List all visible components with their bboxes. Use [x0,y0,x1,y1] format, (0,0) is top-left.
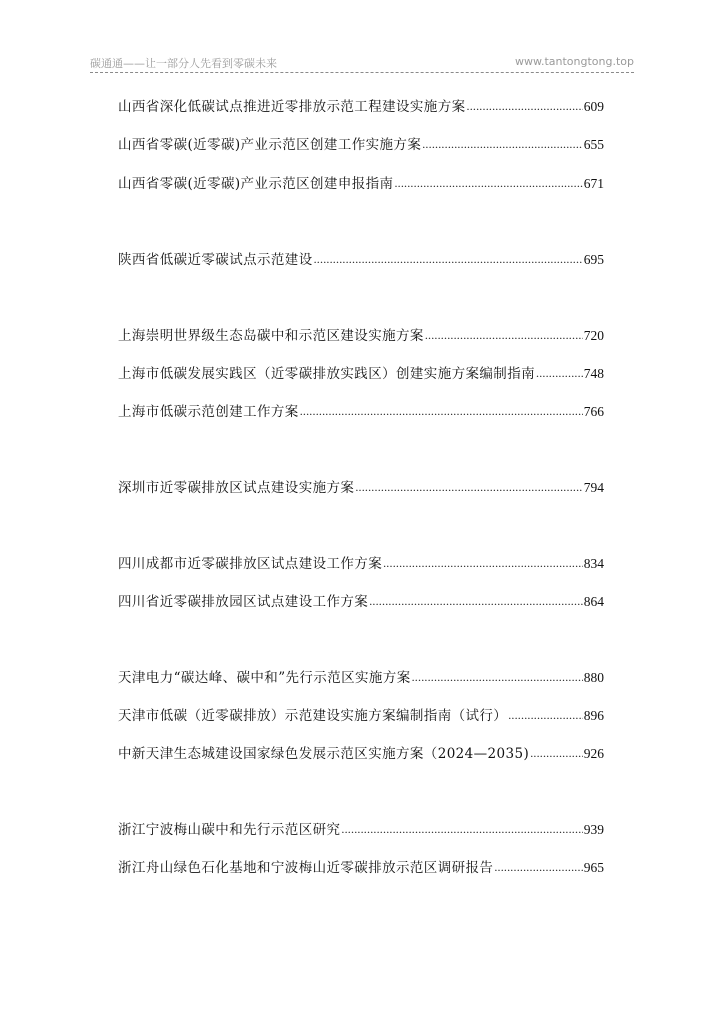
toc-entry[interactable] [118,96,604,116]
toc-entry-page: 609 [583,99,604,114]
toc-entry[interactable] [118,857,604,877]
toc-dot-leader [494,860,582,874]
toc-entry-title: 天津电力“碳达峰、碳中和”先行示范区实施方案 [118,670,411,686]
toc-dot-leader [422,137,583,151]
toc-dot-leader [394,176,582,190]
toc-entry-page: 695 [583,252,604,267]
header-site-url: www.tantongtong.top [514,55,634,68]
toc-dot-leader [383,556,583,570]
toc-entry-title: 深圳市近零碳排放区试点建设实施方案 [118,480,355,496]
toc-entry-title: 山西省零碳(近零碳)产业示范区创建申报指南 [118,176,394,192]
toc-entry-title: 上海市低碳示范创建工作方案 [118,404,299,420]
toc-entry[interactable] [118,591,604,611]
toc-entry-page: 655 [583,137,604,152]
toc-entry[interactable] [118,325,604,345]
toc-dot-leader [341,822,582,836]
toc-dot-leader [508,708,583,722]
toc-entry-title: 山西省零碳(近零碳)产业示范区创建工作实施方案 [118,137,422,153]
toc-entry-page: 834 [583,556,604,571]
toc-entry[interactable] [118,667,604,687]
toc-dot-leader [412,670,583,684]
toc-dot-leader [369,594,583,608]
toc-entry-page: 926 [583,746,604,761]
toc-dot-leader [314,252,583,266]
toc-entry-page: 864 [583,594,604,609]
toc-entry[interactable] [118,134,604,154]
toc-entry-page: 748 [583,366,604,381]
toc-entry-title: 天津市低碳（近零碳排放）示范建设实施方案编制指南（试行） [118,708,508,724]
toc-entry-title: 浙江舟山绿色石化基地和宁波梅山近零碳排放示范区调研报告 [118,860,494,876]
toc-entry-title: 上海崇明世界级生态岛碳中和示范区建设实施方案 [118,328,424,344]
toc-entry-title: 中新天津生态城建设国家绿色发展示范区实施方案（2024—2035) [118,746,530,762]
toc-dot-leader [530,746,583,760]
page-header [90,54,634,73]
toc-entry[interactable] [118,743,604,763]
toc-entry-title: 上海市低碳发展实践区（近零碳排放实践区）创建实施方案编制指南 [118,366,535,382]
toc-dot-leader [536,366,583,380]
header-site-slogan: 碳通通——让一部分人先看到零碳未来 [90,57,277,70]
toc-entry[interactable] [118,553,604,573]
toc-entry[interactable] [118,173,604,193]
toc-entry[interactable] [118,401,604,421]
toc-entry-page: 671 [583,176,604,191]
toc-entry-title: 浙江宁波梅山碳中和先行示范区研究 [118,822,341,838]
toc-entry[interactable] [118,363,604,383]
toc-entry-title: 陕西省低碳近零碳试点示范建设 [118,252,313,268]
toc-entry[interactable] [118,705,604,725]
toc-dot-leader [300,404,583,418]
toc-dot-leader [425,328,583,342]
toc-entry[interactable] [118,477,604,497]
toc-entry-page: 965 [583,860,604,875]
toc-entry-title: 四川省近零碳排放园区试点建设工作方案 [118,594,369,610]
toc-entry-page: 939 [583,822,604,837]
toc-entry-page: 720 [583,328,604,343]
toc-dot-leader [467,99,583,113]
toc-entry-page: 896 [583,708,604,723]
toc-dot-leader [355,480,582,494]
toc-entry-title: 四川成都市近零碳排放区试点建设工作方案 [118,556,383,572]
toc-entry-page: 766 [583,404,604,419]
toc-entry-title: 山西省深化低碳试点推进近零排放示范工程建设实施方案 [118,99,466,115]
toc-entry-page: 794 [583,480,604,495]
toc-entry[interactable] [118,249,604,269]
toc-entry-page: 880 [583,670,604,685]
toc-entry[interactable] [118,819,604,839]
